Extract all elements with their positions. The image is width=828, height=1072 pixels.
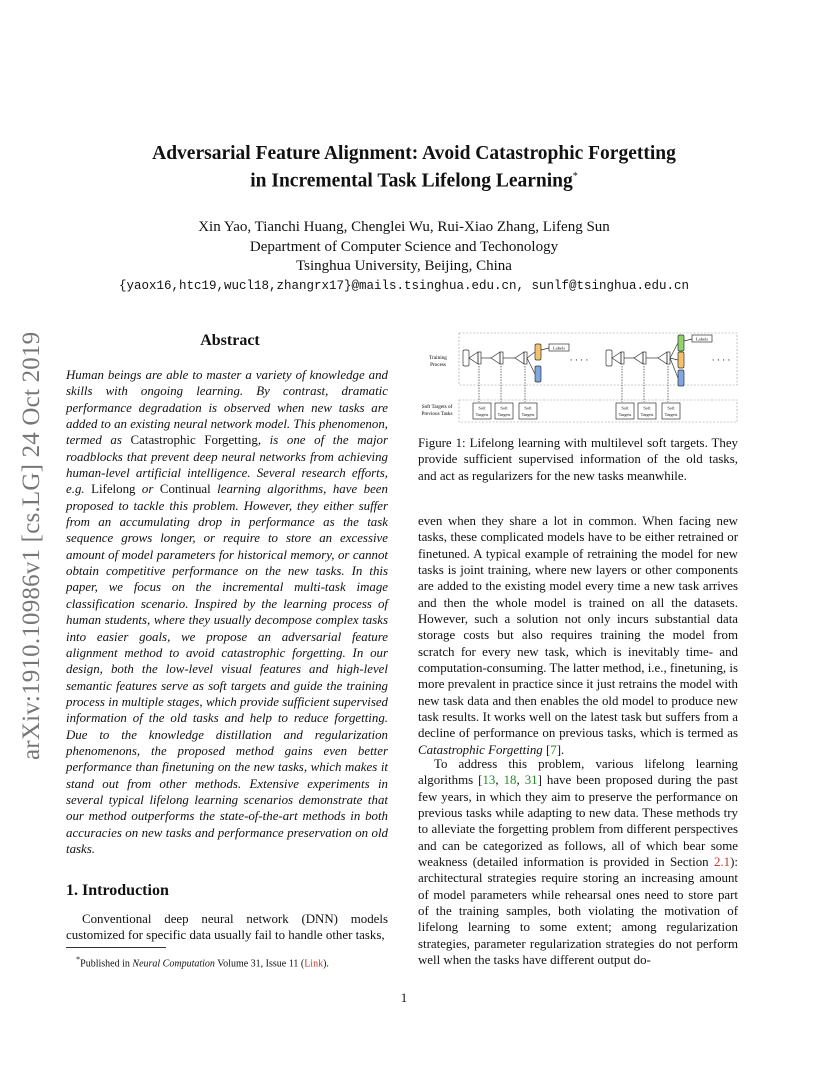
head-block xyxy=(678,352,684,368)
intro-heading: 1. Introduction xyxy=(66,882,169,899)
abstract-heading: Abstract xyxy=(200,332,260,349)
citation-link[interactable]: 13 xyxy=(482,773,496,788)
conv-block xyxy=(469,352,478,364)
page-number: 1 xyxy=(400,990,408,1005)
author-block xyxy=(0,218,808,277)
section-link[interactable]: 2.1 xyxy=(713,855,731,870)
head-block xyxy=(535,366,541,382)
arrow xyxy=(684,339,692,341)
conv-block xyxy=(515,352,524,364)
input-layer xyxy=(463,350,469,366)
conv-block xyxy=(658,352,667,364)
author-names: Xin Yao, Tianchi Huang, Chenglei Wu, Rui-Xiao Zhang, Lifeng Sun xyxy=(198,219,610,235)
arxiv-stamp: arXiv:1910.10986v1 [cs.LG] 24 Oct 2019 xyxy=(18,331,45,760)
arrow xyxy=(670,358,678,378)
soft-target-text: Soft xyxy=(667,405,675,411)
layer-block xyxy=(643,352,646,364)
citation-link[interactable]: 18 xyxy=(503,773,517,788)
svg-text:Process: Process xyxy=(430,362,446,368)
footnote: *Published in Neural Computation Volume 31, Issue 11 (Link). xyxy=(76,955,329,970)
citation-link[interactable]: 7 xyxy=(550,742,557,757)
head-block xyxy=(678,370,684,386)
layer-block xyxy=(524,352,527,364)
soft-target-text: Soft xyxy=(478,405,486,411)
arrow xyxy=(527,358,535,374)
author-univ: Tsinghua University, Beijing, China xyxy=(296,258,512,274)
labels-box-text: Labels xyxy=(695,336,709,342)
layer-block xyxy=(500,352,503,364)
arrow xyxy=(527,352,535,358)
layer-block xyxy=(478,352,481,364)
soft-target-text: Soft xyxy=(643,405,651,411)
arrow xyxy=(541,348,549,350)
intro-paragraph: Conventional deep neural network (DNN) models customized for specific data usually fail to handle other tasks, xyxy=(66,912,388,943)
conv-block xyxy=(491,352,500,364)
layer-block xyxy=(667,352,670,364)
author-dept: Department of Computer Science and Techonology xyxy=(249,238,559,255)
labels-box-text: Labels xyxy=(552,345,566,351)
head-block xyxy=(535,344,541,360)
footnote-rule xyxy=(66,947,166,948)
layer-block xyxy=(621,352,624,364)
svg-text:Training: Training xyxy=(429,355,447,361)
title-footnote-mark: * xyxy=(572,171,578,182)
soft-target-text: Targets xyxy=(497,412,511,417)
figure-caption: Figure 1: Lifelong learning with multilevel soft targets. They provide sufficient supervised information of the old tasks, and act as regularizers for the new tasks meanwhile. xyxy=(418,436,738,483)
figure-1-diagram xyxy=(416,330,740,426)
conv-block xyxy=(612,352,621,364)
arrow xyxy=(670,358,678,360)
ellipsis-1: · · · · xyxy=(569,355,589,365)
soft-target-text: Targets xyxy=(664,412,678,417)
title-line-1: Adversarial Feature Alignment: Avoid Catastrophic Forgetting xyxy=(152,143,676,164)
soft-target-text: Targets xyxy=(521,412,535,417)
soft-target-text: Targets xyxy=(475,412,489,417)
arrow xyxy=(670,343,678,358)
abstract-body: Human beings are able to master a variety of knowledge and skills with ongoing learning. By contrast, dramatic performance degradation is observed when new tasks are added to an existing neural network model. This phenomenon, termed as Catastrophic Forgetting, is one of the major roadblocks that prevent deep neural networks from achieving human-level artificial intelligence. Several research efforts, e.g. Lifelong or Continual learning algorithms, have been proposed to tackle this problem. However, they either suffer from an accumulating drop in performance as the task sequence grows longer, or require to store an excessive amount of model parameters for historical memory, or cannot obtain competitive performance on the new tasks. In this paper, we focus on the incremental multi-task image classification scenario. Inspired by the learning process of human students, where they usually decompose complex tasks into easier goals, we propose an adversarial feature alignment method to avoid catastrophic forgetting. In our design, both the low-level visual features and high-level semantic features serve as soft targets and guide the training process in multiple stages, which provide sufficient supervised information of the old tasks and help to reduce forgetting. Due to the knowledge distillation and regularization phenomenons, the proposed method gains even better performance than finetuning on the new tasks, which makes it stand out from other methods. Extensive experiments in several typical lifelong learning scenarios demonstrate that our method outperforms the state-of-the-art methods in both accuracies on new tasks and performance preservation on old tasks. xyxy=(66,368,388,856)
svg-text:Previous Tasks: Previous Tasks xyxy=(421,411,453,417)
svg-text:Soft Targets of: Soft Targets of xyxy=(421,404,453,410)
right-paragraph-2: To address this problem, various lifelong learning algorithms [13, 18, 31] have been proposed during the past few years, in which they aim to preserve the performance on previous tasks while adapting to new data. These methods try to alleviate the forgetting problem from different perspectives and can be categorized as follows, all of which bear some weakness (detailed information is provided in Section 2.1): architectural strategies require storing an increasing amount of model parameters while rehearsal ones need to store part of the training samples, both violating the motivation of lifelong learning to some extent; among regularization strategies, parameter regularization strategies do not perform well when the tasks have different output do- xyxy=(418,757,738,968)
author-emails: {yaox16,htc19,wucl18,zhangrx17}@mails.tsinghua.edu.cn, sunlf@tsinghua.edu.cn xyxy=(118,279,690,293)
ellipsis-2: · · · · xyxy=(711,355,731,365)
soft-target-text: Targets xyxy=(640,412,654,417)
input-layer xyxy=(606,350,612,366)
soft-target-text: Soft xyxy=(621,405,629,411)
footnote-link[interactable]: Link xyxy=(304,958,324,970)
head-block xyxy=(678,335,684,351)
citation-link[interactable]: 31 xyxy=(524,773,538,788)
soft-target-text: Soft xyxy=(500,405,508,411)
conv-block xyxy=(634,352,643,364)
right-paragraph-1: even when they share a lot in common. When facing new tasks, these complicated models have to be either retrained or finetuned. A typical example of retraining the model for new tasks is joint training, where new layers or other components are added to the existing model every time a new task arrives and then the whole model is trained on all the datasets. However, such a solution not only incurs substantial data storage costs but also requires training the model from scratch for every new task, which is inevitably time- and computation-consuming. The latter method, i.e., finetuning, is more prevalent in practice since it just retrains the model with new task data and then enables the old model to produce new task results. It works well on the latest task but suffers from a decline of performance on previous tasks, which is termed as Catastrophic Forgetting [7]. xyxy=(418,514,738,757)
figure-left-labels xyxy=(421,355,452,417)
title-line-2: in Incremental Task Lifelong Learning* xyxy=(250,170,578,192)
soft-target-text: Targets xyxy=(618,412,632,417)
paper-title xyxy=(0,142,828,193)
soft-target-text: Soft xyxy=(524,405,532,411)
